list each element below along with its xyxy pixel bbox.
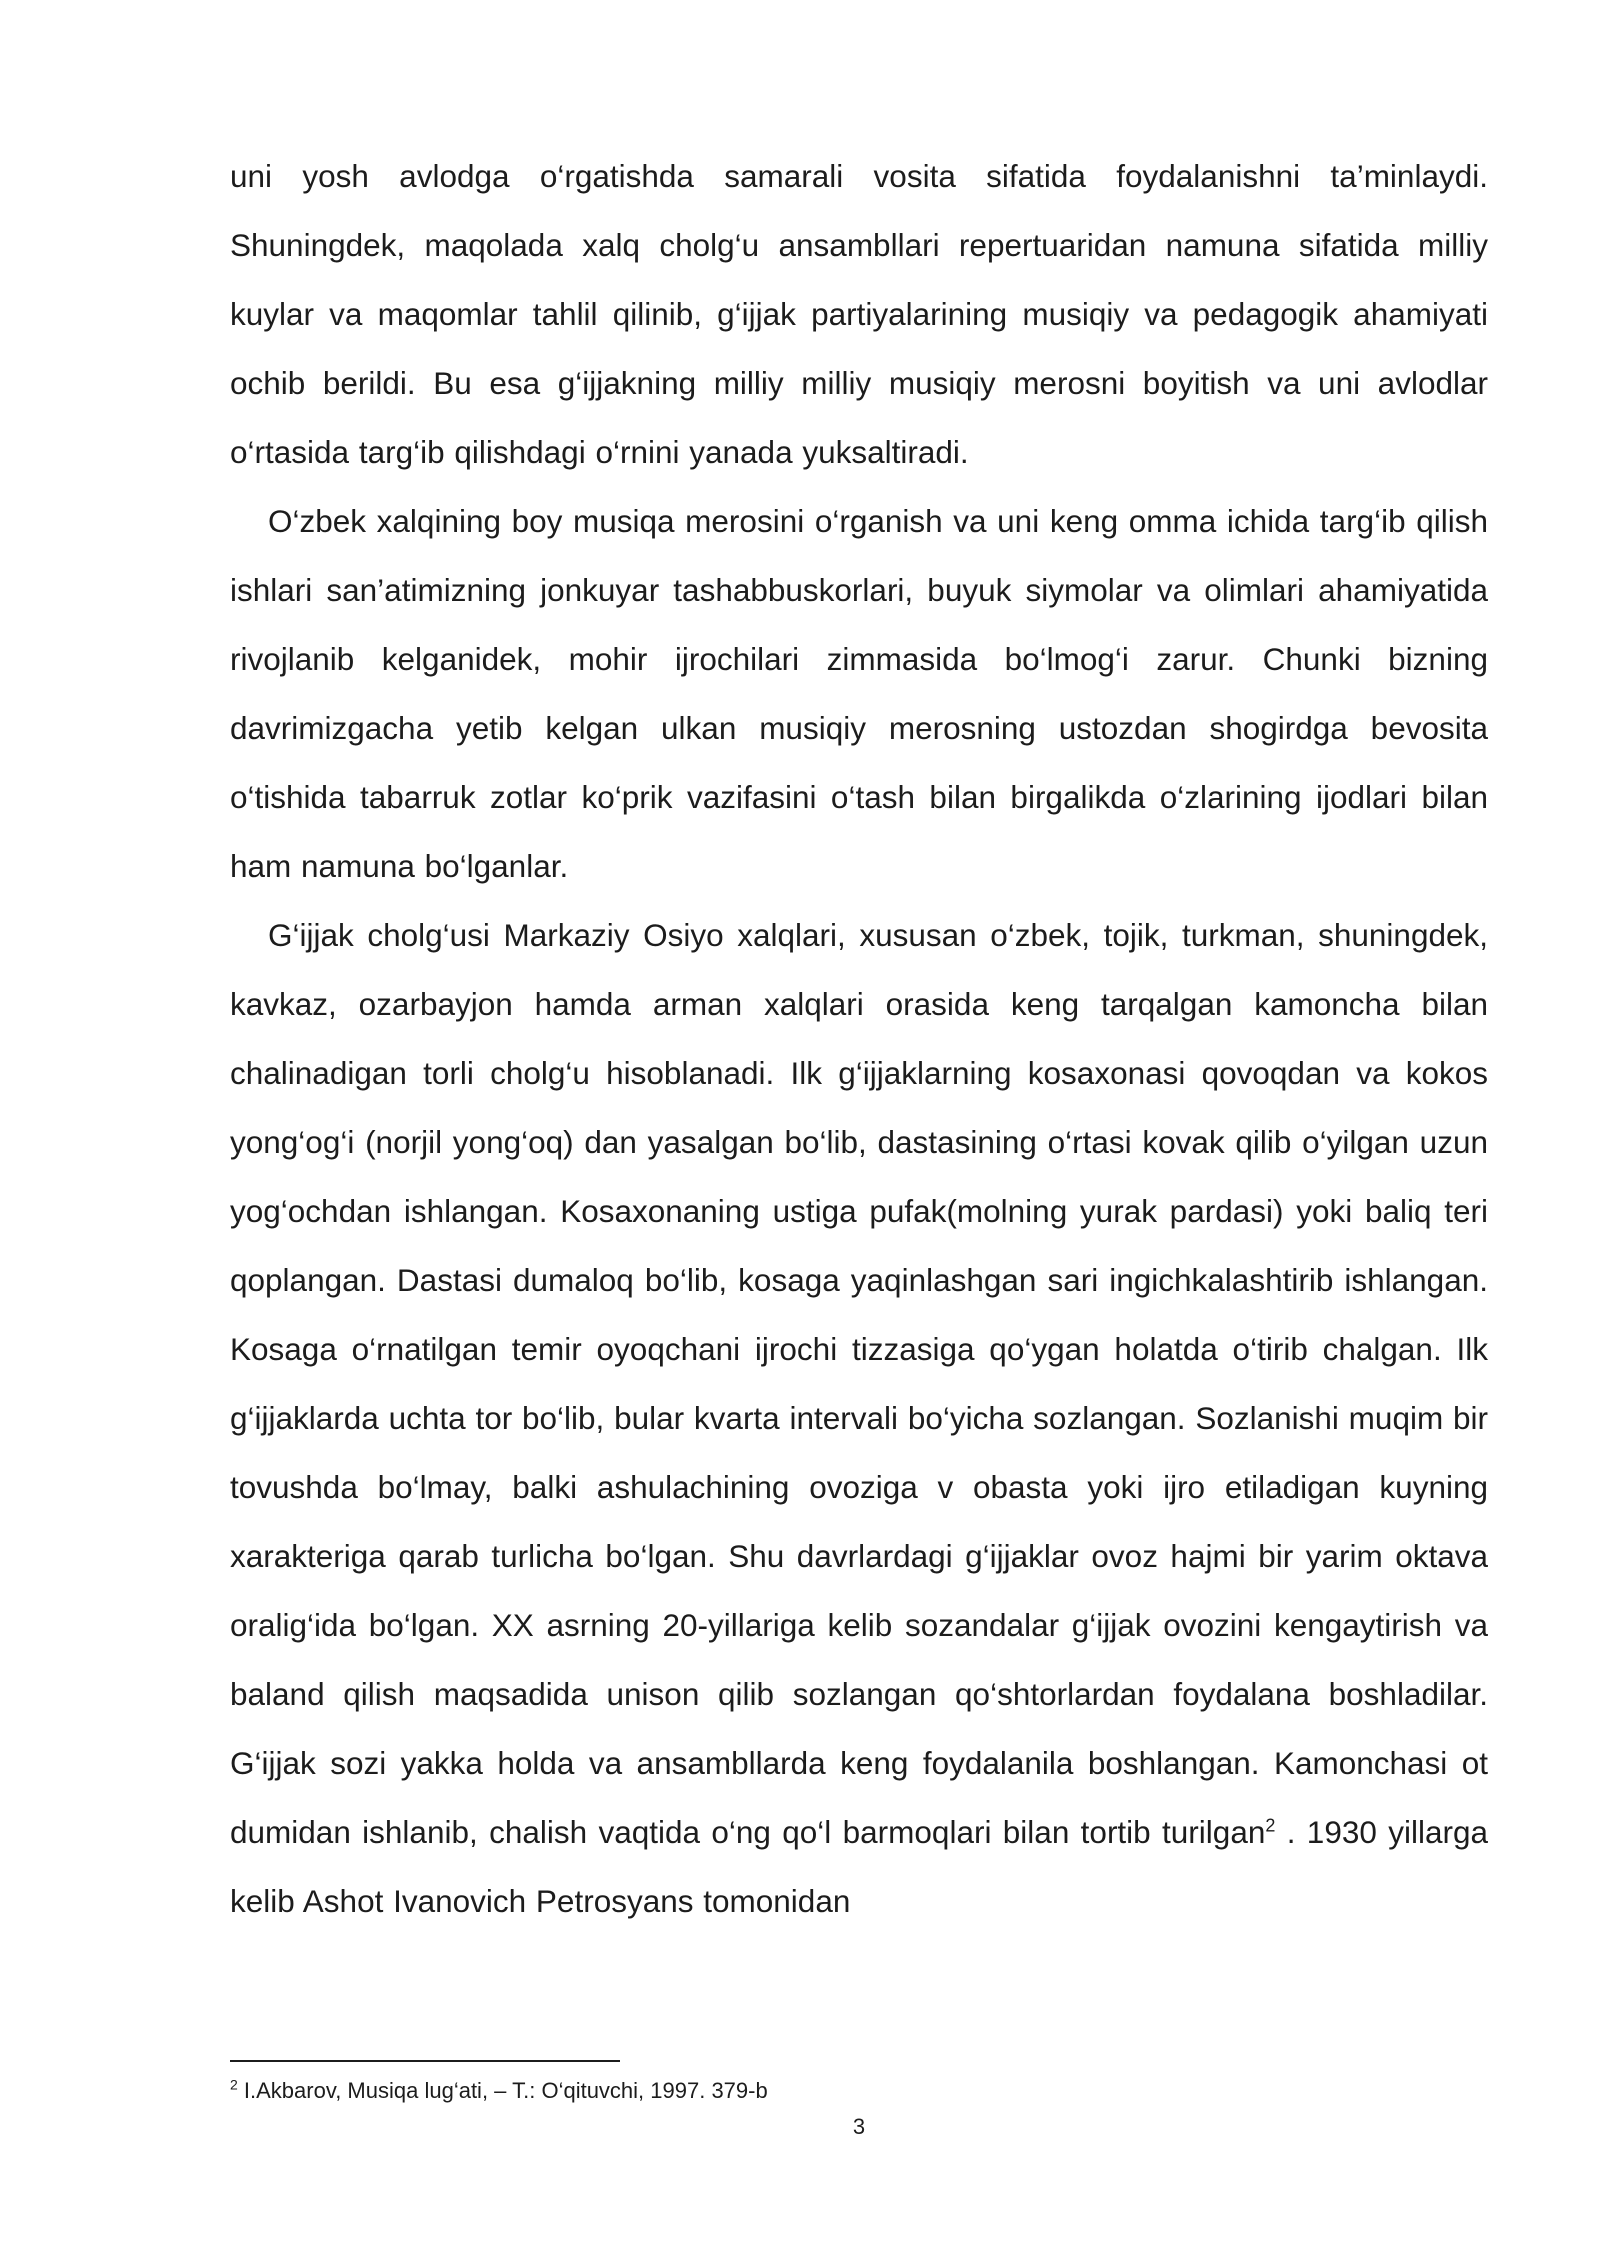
paragraph-music-heritage: O‘zbek xalqining boy musiqa merosini o‘rganish va uni keng omma ichida targ‘ib qilish ishlari san’atimizning jonkuyar tashabbuskorlari, buyuk siymolar va olimlari ahamiyatida rivojlanib kelganidek, mohir ijrochilari zimmasida bo‘lmog‘i zarur. Chunki bizning davrimizgacha yetib kelgan ulkan musiqiy merosning ustozdan shogirdga bevosita o‘tishida tabarruk zotlar ko‘prik vazifasini o‘tash bilan birgalikda o‘zlarining ijodlari bilan ham namuna bo‘lganlar. [230, 503, 1488, 884]
footnote-marker: 2 [230, 2076, 238, 2093]
page-number: 3 [852, 2114, 866, 2139]
paragraph-gijjak-history [230, 901, 1488, 1936]
footnote [230, 2076, 1330, 2106]
paragraph-continuation: uni yosh avlodga o‘rgatishda samarali vosita sifatida foydalanishni ta’minlaydi. Shuningdek, maqolada xalq cholg‘u ansambllari repertuaridan namuna sifatida milliy kuylar va maqomlar tahlil qilinib, g‘ijjak partiyalarining musiqiy va pedagogik ahamiyati ochib berildi. Bu esa g‘ijjakning milliy milliy musiqiy merosni boyitish va uni avlodlar o‘rtasida targ‘ib qilishdagi o‘rnini yanada yuksaltiradi. [230, 158, 1488, 470]
footnote-reference[interactable]: 2 [1265, 1815, 1276, 1836]
footnote-text: I.Akbarov, Musiqa lug‘ati, – T.: O‘qituvchi, 1997. 379-b [237, 2078, 768, 2103]
paragraph-gijjak-text: G‘ijjak cholg‘usi Markaziy Osiyo xalqlari, xususan o‘zbek, tojik, turkman, shuningdek, kavkaz, ozarbayjon hamda arman xalqlari orasida keng tarqalgan kamoncha bilan chalinadigan torli cholg‘u hisoblanadi. Ilk g‘ijjaklarning kosaxonasi qovoqdan va kokos yong‘og‘i (norjil yong‘oq) dan yasalgan bo‘lib, dastasining o‘rtasi kovak qilib o‘yilgan uzun yog‘ochdan ishlangan. Kosaxonaning ustiga pufak(molning yurak pardasi) yoki baliq teri qoplangan. Dastasi dumaloq bo‘lib, kosaga yaqinlashgan sari ingichkalashtirib ishlangan. Kosaga o‘rnatilgan temir oyoqchani ijrochi tizzasiga qo‘ygan holatda o‘tirib chalgan. Ilk g‘ijjaklarda uchta tor bo‘lib, bular kvarta intervali bo‘yicha sozlangan. Sozlanishi muqim bir tovushda bo‘lmay, balki ashulachining ovoziga v obasta yoki ijro etiladigan kuyning xarakteriga qarab turlicha bo‘lgan. Shu davrlardagi g‘ijjaklar ovoz hajmi bir yarim oktava oralig‘ida bo‘lgan. XX asrning 20-yillariga kelib sozandalar g‘ijjak ovozini kengaytirish va baland qilish maqsadida unison qilib sozlangan qo‘shtorlardan foydalana boshladilar. G‘ijjak sozi yakka holda va ansambllarda keng foydalanila boshlangan. Kamonchasi ot dumidan ishlanib, chalish vaqtida o‘ng qo‘l barmoqlari bilan tortib turilgan [230, 917, 1488, 1850]
body-text [230, 142, 1488, 1936]
footnote-separator [230, 2060, 620, 2062]
paragraph-gijjak-text-end: . 1930 yillarga kelib Ashot Ivanovich Petrosyans tomonidan [230, 1814, 1489, 1919]
